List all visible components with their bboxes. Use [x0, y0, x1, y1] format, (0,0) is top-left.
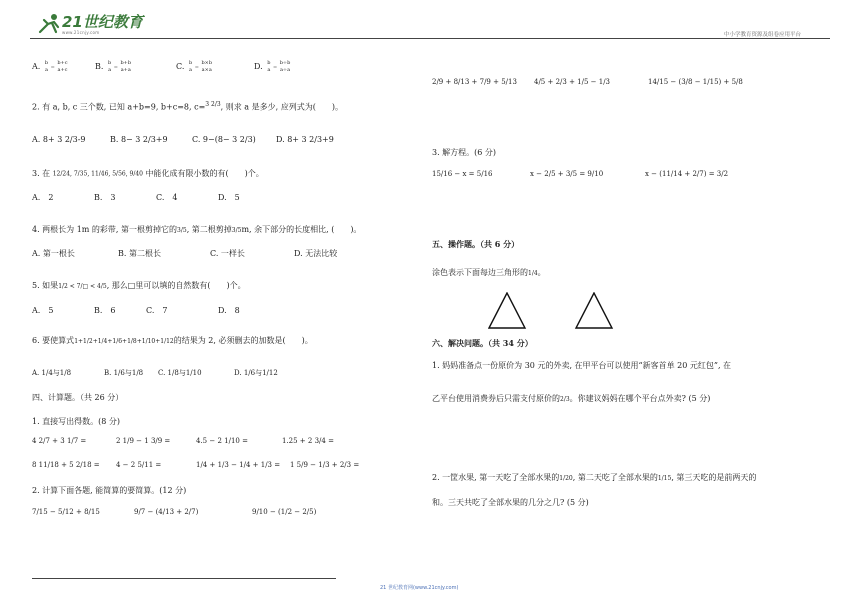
calc-2-item: 9/7 − (4/13 + 2/7)	[134, 508, 199, 516]
equation: x − (11/14 + 2/7) = 3/2	[645, 170, 729, 178]
calc-1-item: 4 − 2 5/11 =	[116, 461, 162, 469]
calc-1-item: 4.5 − 2 1/10 =	[196, 437, 248, 445]
bottom-rule	[32, 578, 336, 579]
calc-1-item: 1.25 + 2 3/4 =	[282, 437, 334, 445]
logo-text: 21世纪教育	[62, 13, 143, 31]
q4-option-c: C. 一样长	[210, 249, 245, 258]
right-calc-item: 2/9 + 8/13 + 7/9 + 5/13	[432, 78, 517, 86]
question-5: 5. 如果1/2 < 7/□ < 4/5, 那么□里可以填的自然数有( )个。	[32, 281, 246, 290]
footer-link[interactable]: 21 世纪教育网(www.21cnjy.com)	[380, 585, 459, 591]
q3-option-c: C. 4	[156, 193, 178, 202]
section-5-title: 五、操作题。（共 6 分）	[432, 239, 520, 249]
triangle-icon	[488, 292, 618, 332]
right-calc-item: 14/15 − (3/8 − 1/15) + 5/8	[648, 78, 743, 86]
q1-option-d: D. b a = b÷b a÷a	[254, 60, 291, 73]
calc-2-item: 9/10 − (1/2 − 2/5)	[252, 508, 317, 516]
q4-option-b: B. 第二根长	[118, 249, 161, 258]
triangles	[488, 292, 618, 336]
q5-option-b: B. 6	[94, 306, 116, 315]
problem-1-line-2: 乙平台使用消费券后只需支付原价的2/3。你建议妈妈在哪个平台点外卖? (5 分)	[432, 394, 711, 403]
q1-option-c: C. b a = b×b a×a	[176, 60, 213, 73]
q5-option-c: C. 7	[146, 306, 168, 315]
q2-option-d: D. 8+ 3 2/3+9	[276, 135, 334, 144]
question-3: 3. 在 12/24, 7/35, 11/46, 5/56, 9/40 中能化成有限小数的有( )个。	[32, 169, 264, 178]
runner-logo-icon	[34, 12, 64, 34]
logo-url: www.21cnjy.com	[62, 30, 100, 35]
operation-text: 涂色表示下面每边三角形的1/4。	[432, 268, 546, 277]
q1-option-a: A. b a = b+c a+c	[32, 60, 68, 73]
q1-option-b: B. b a = b+b a+a	[95, 60, 132, 73]
q2-option-a: A. 8+ 3 2/3-9	[32, 135, 86, 144]
calc-1-item: 8 11/18 + 5 2/18 =	[32, 461, 100, 469]
calc-2-title: 2. 计算下面各题, 能简算的要简算。(12 分)	[32, 486, 187, 495]
logo	[34, 12, 64, 38]
q4-option-a: A. 第一根长	[32, 249, 75, 258]
question-2: 2. 有 a, b, c 三个数, 已知 a+b=9, b+c=8, c=$^{3 2/3}$, 则求 a 是多少, 应列式为( )。	[32, 101, 343, 112]
calc-1-title: 1. 直接写出得数。(8 分)	[32, 417, 121, 426]
calc-1-item: 1 5/9 − 1/3 + 2/3 =	[290, 461, 360, 469]
q3-option-d: D. 5	[218, 193, 240, 202]
q2-option-c: C. 9−(8− 3 2/3)	[192, 135, 256, 144]
q2-option-b: B. 8− 3 2/3+9	[110, 135, 168, 144]
solve-equations-title: 3. 解方程。(6 分)	[432, 148, 497, 157]
question-4: 4. 两根长为 1m 的彩带, 第一根剪掉它的3/5, 第二根剪掉3/5m, 余下部分的长度相比, ( )。	[32, 225, 362, 234]
calc-2-item: 7/15 − 5/12 + 8/15	[32, 508, 100, 516]
calc-1-item: 4 2/7 + 3 1/7 =	[32, 437, 87, 445]
q5-option-d: D. 8	[218, 306, 240, 315]
equation: x − 2/5 + 3/5 = 9/10	[530, 170, 604, 178]
q6-option-a: A. 1/4与1/8	[32, 369, 72, 377]
problem-1-line-1: 1. 妈妈准备点一份原价为 30 元的外卖, 在甲平台可以使用“新客首单 20 元红包”, 在	[432, 361, 732, 370]
equation: 15/16 − x = 5/16	[432, 170, 493, 178]
calc-1-item: 1/4 + 1/3 − 1/4 + 1/3 =	[196, 461, 281, 469]
q6-option-c: C. 1/8与1/10	[158, 369, 202, 377]
section-4-title: 四、计算题。（共 26 分）	[32, 393, 124, 402]
right-calc-item: 4/5 + 2/3 + 1/5 − 1/3	[534, 78, 611, 86]
calc-1-item: 2 1/9 − 1 3/9 =	[116, 437, 171, 445]
section-6-title: 六、解决问题。（共 34 分）	[432, 338, 533, 348]
q3-option-b: B. 3	[94, 193, 116, 202]
header-rule	[30, 38, 830, 39]
q5-option-a: A. 5	[32, 306, 54, 315]
q3-option-a: A. 2	[32, 193, 54, 202]
q4-option-d: D. 无法比较	[294, 249, 338, 258]
q6-option-b: B. 1/6与1/8	[104, 369, 144, 377]
problem-2-line-1: 2. 一筐水果, 第一天吃了全部水果的1/20, 第二天吃了全部水果的1/15, 第三天吃的是前两天的	[432, 473, 757, 482]
question-6: 6. 要使算式1+1/2+1/4+1/6+1/8+1/10+1/12的结果为 2, 必须删去的加数是( )。	[32, 336, 313, 345]
q6-option-d: D. 1/6与1/12	[234, 369, 278, 377]
header-right-text: 中小学教育资源及组卷应用平台	[724, 32, 802, 38]
problem-2-line-2: 和。三天共吃了全部水果的几分之几? (5 分)	[432, 498, 589, 507]
